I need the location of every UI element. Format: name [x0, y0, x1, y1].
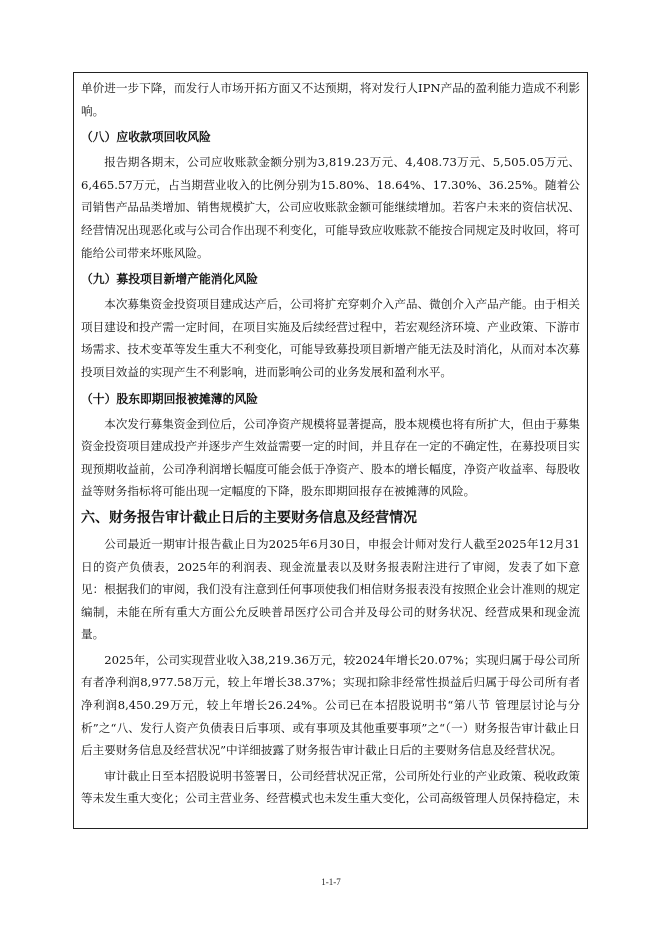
section-heading-receivables: （八）应收款项回收风险: [81, 130, 211, 145]
section-heading-dilution: （十）股东即期回报被摊薄的风险: [81, 391, 258, 406]
chapter-paragraph-operations: 审计截止日至本招股说明书签署日，公司经营状况正常，公司所处行业的产业政策、税收政策等未发生重大变化；公司主营业务、经营模式也未发生重大变化，公司高级管理人员保持稳定，未: [81, 768, 580, 806]
section-heading-capacity: （九）募投项目新增产能消化风险: [81, 272, 258, 287]
continuation-paragraph: 单价进一步下降，而发行人市场开拓方面又不达预期，将对发行人IPN产品的盈利能力造成不利影响。: [81, 81, 580, 118]
page-number: 1-1-7: [321, 877, 341, 887]
chapter-title: 六、财务报告审计截止日后的主要财务信息及经营情况: [81, 509, 417, 526]
section-body-receivables: 报告期各期末，公司应收账款金额分别为3,819.23万元、4,408.73万元、5,505.05万元、6,465.57万元，占当期营业收入的比例分别为15.80%、18.64%、17.30%、36.25%。随着公司销售产品品类增加、销售规模扩大，公司应收账款金额可能继续增加。若客户未来的资信状况、经营情况出现恶化或与公司合作出现不利变化，可能导致应收账款不能按合同规定及时收回，将可能给公司带来坏账风险。: [81, 155, 580, 260]
content-frame: [73, 72, 588, 829]
section-body-dilution: 本次发行募集资金到位后，公司净资产规模将显著提高，股本规模也将有所扩大，但由于募集资金投资项目建成投产并逐步产生效益需要一定的时间，并且存在一定的不确定性，在募投项目实现预期收益前，公司净利润增长幅度可能会低于净资产、股本的增长幅度，净资产收益率、每股收益等财务指标将可能出现一定幅度的下降，股东即期回报存在被摊薄的风险。: [81, 416, 580, 499]
chapter-paragraph-review: 公司最近一期审计报告截止日为2025年6月30日，申报会计师对发行人截至2025年12月31日的资产负债表，2025年的利润表、现金流量表以及财务报表附注进行了审阅，发表了如下意见：根据我们的审阅，我们没有注意到任何事项使我们相信财务报表没有按照企业会计准则的规定编制，未能在所有重大方面公允反映普昂医疗公司合并及母公司的财务状况、经营成果和现金流量。: [81, 536, 580, 642]
section-body-capacity: 本次募集资金投资项目建成达产后，公司将扩充穿刺介入产品、微创介入产品产能。由于相关项目建设和投产需一定时间，在项目实施及后续经营过程中，若宏观经济环境、产业政策、下游市场需求、技术变革等发生重大不利变化，可能导致募投项目新增产能无法及时消化，从而对本次募投项目效益的实现产生不利影响，进而影响公司的业务发展和盈利水平。: [81, 297, 580, 379]
chapter-paragraph-results: 2025年，公司实现营业收入38,219.36万元，较2024年增长20.07%；实现归属于母公司所有者净利润8,977.58万元，较上年增长38.37%；实现扣除非经常性损益后归属于母公司所有者净利润8,450.29万元，较上年增长26.24%。公司已在本招股说明书“第八节 管理层讨论与分析”之“八、发行人资产负债表日后事项、或有事项及其他重要事项”之“（一）财务报告审计截止日后主要财务信息及经营状况”中详细披露了财务报告审计截止日后的主要财务信息及经营状况。: [81, 652, 580, 758]
content-body: [74, 73, 587, 810]
